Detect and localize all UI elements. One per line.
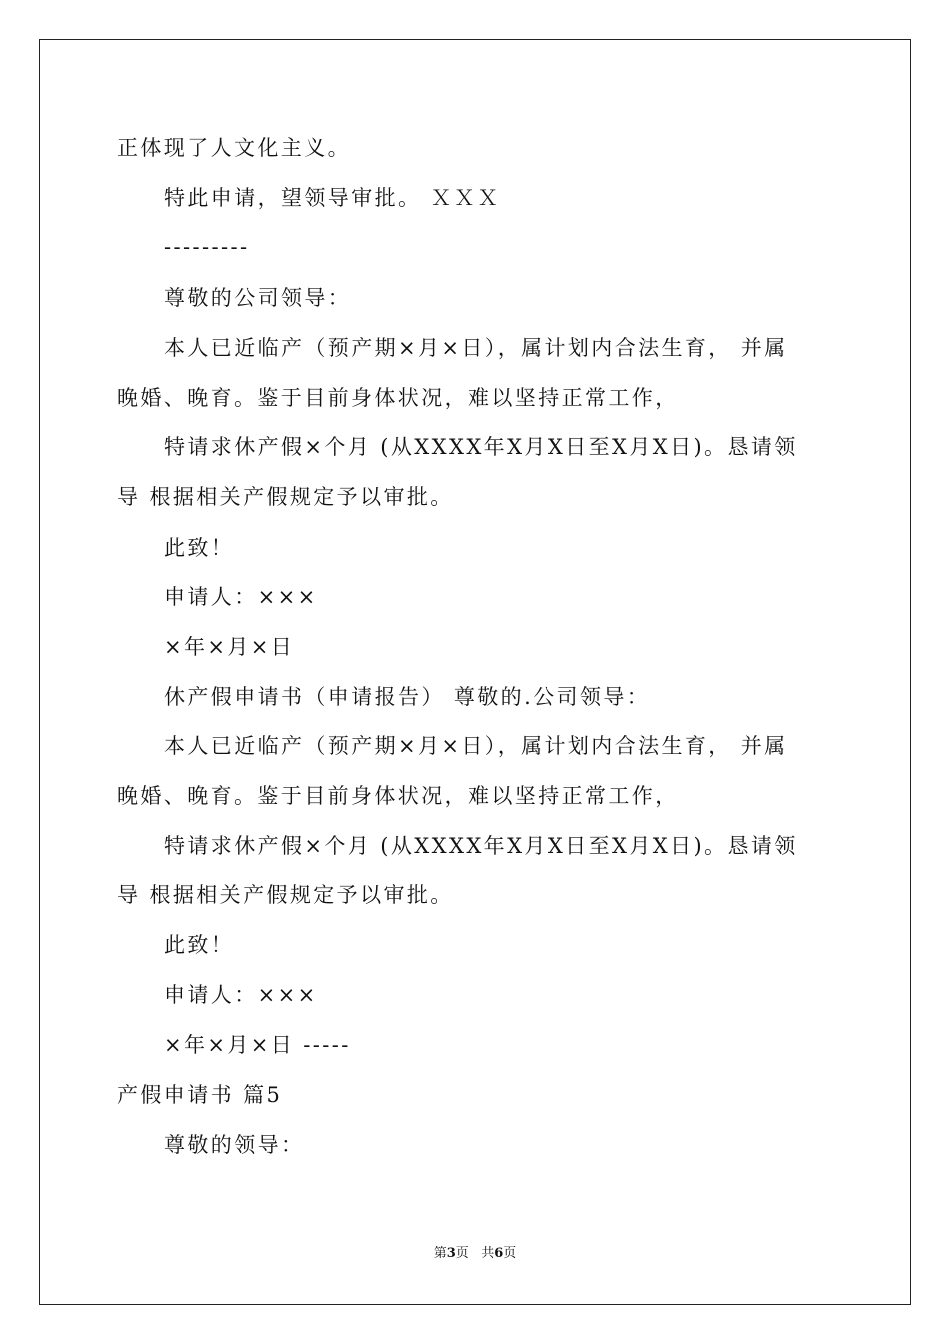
footer-page-word: 页	[455, 1246, 469, 1261]
salutation: 尊敬的公司领导：	[164, 286, 352, 310]
closing: 此致！	[164, 933, 235, 957]
applicant: 申请人：×××	[164, 585, 318, 609]
body-line: 晚婚、晚育。鉴于目前身体状况，难以坚持正常工作，	[117, 386, 679, 410]
footer-prefix: 第	[433, 1246, 447, 1261]
section-heading: 休产假申请书（申请报告） 尊敬的.公司领导：	[164, 685, 651, 709]
body-line: 导 根据相关产假规定予以审批。	[117, 485, 454, 509]
section-heading: 产假申请书 篇5	[117, 1083, 283, 1107]
total-pages-number: 6	[494, 1246, 504, 1261]
footer-total-prefix: 共	[481, 1246, 495, 1261]
date: ×年×月×日 -----	[164, 1033, 351, 1057]
applicant: 申请人：×××	[164, 983, 318, 1007]
body-line: 特此申请，望领导审批。 ＸＸＸ	[164, 186, 501, 210]
body-line: 本人已近临产（预产期×月×日），属计划内合法生育， 并属	[164, 734, 788, 758]
body-line: 导 根据相关产假规定予以审批。	[117, 883, 454, 907]
current-page-number: 3	[446, 1246, 456, 1261]
body-line: 特请求休产假×个月 (从XXXX年X月X日至X月X日)。恳请领	[164, 834, 798, 858]
salutation: 尊敬的领导：	[164, 1133, 305, 1157]
footer-total-suffix: 页	[503, 1246, 517, 1261]
date: ×年×月×日	[164, 635, 295, 659]
page-border	[39, 39, 911, 1305]
body-line: 本人已近临产（预产期×月×日），属计划内合法生育， 并属	[164, 336, 788, 360]
separator-line: ---------	[164, 235, 250, 259]
closing: 此致！	[164, 536, 235, 560]
page-footer	[0, 1245, 950, 1263]
body-line: 正体现了人文化主义。	[117, 136, 351, 160]
body-line: 特请求休产假×个月 (从XXXX年X月X日至X月X日)。恳请领	[164, 435, 798, 459]
body-line: 晚婚、晚育。鉴于目前身体状况，难以坚持正常工作，	[117, 784, 679, 808]
